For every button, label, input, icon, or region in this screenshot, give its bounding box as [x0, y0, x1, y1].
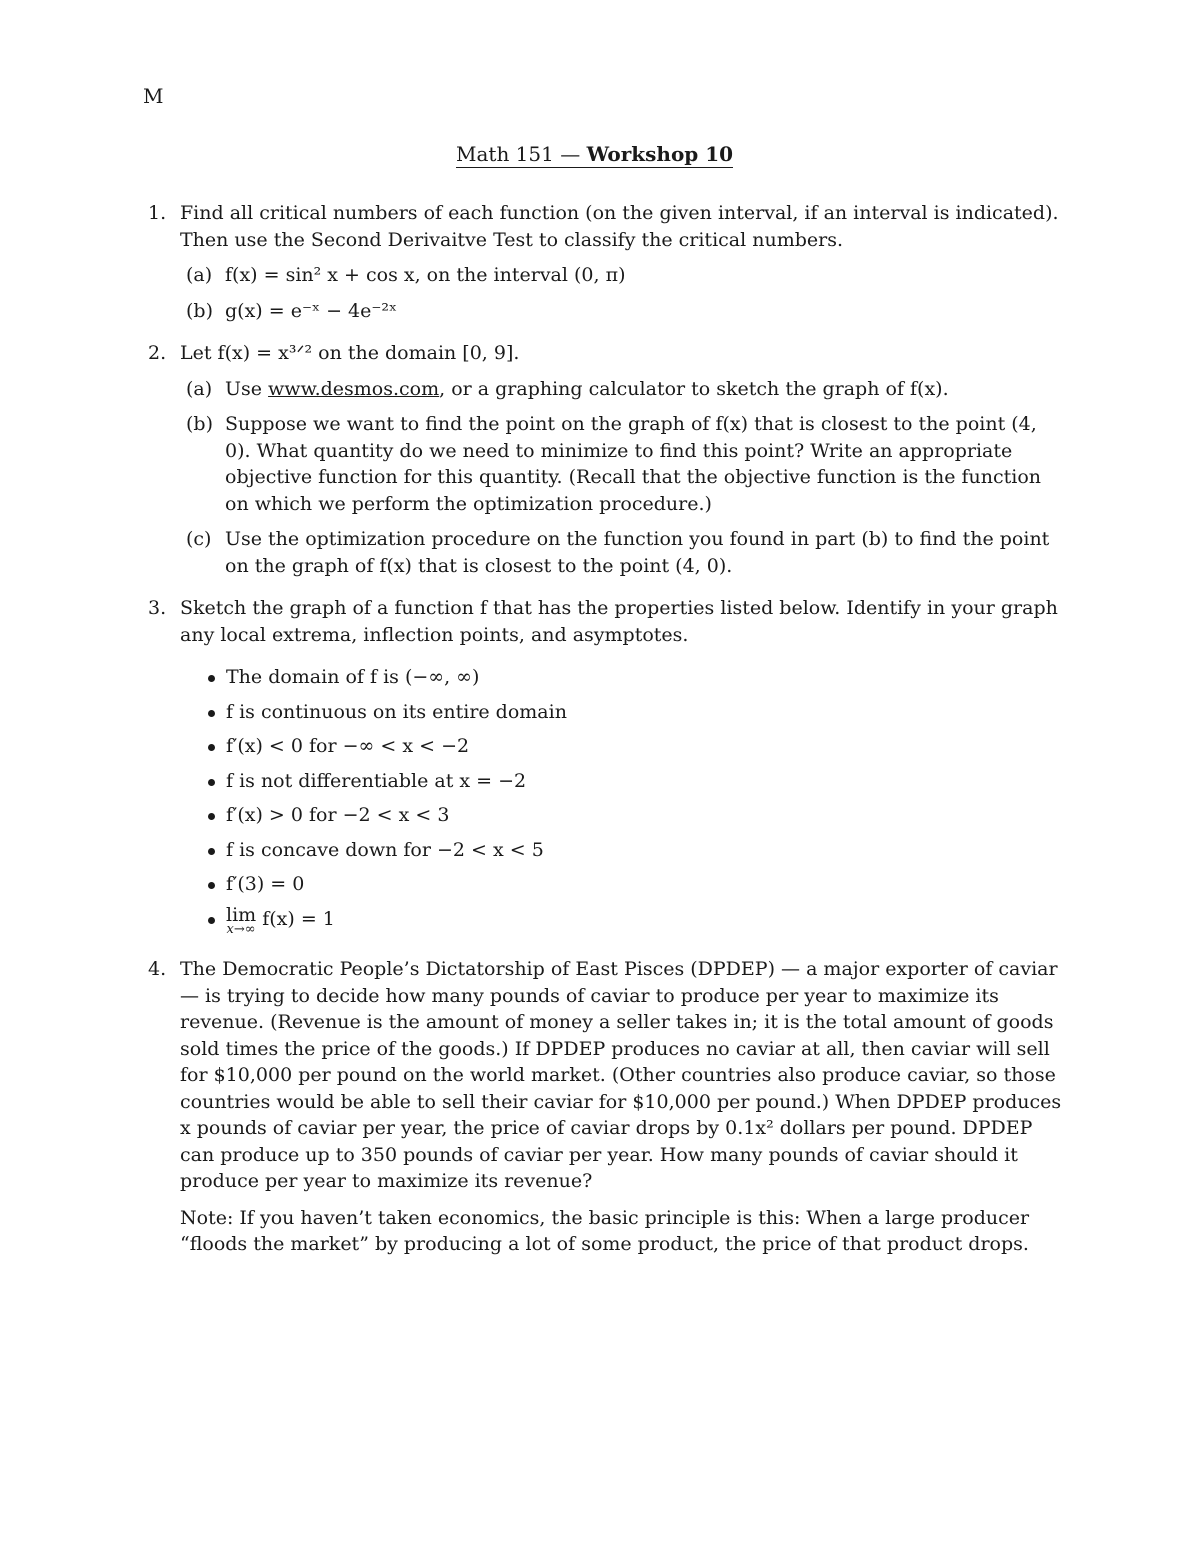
problem-number: 3.	[148, 597, 167, 619]
property-item	[202, 871, 1063, 906]
property-item	[202, 768, 1063, 803]
problem-intro: Find all critical numbers of each function (on the given interval, if an interval is indicated). Then use the Second Derivaitve Test to classify the critical numbers.	[180, 202, 1059, 251]
part-text-pre: Use	[225, 377, 269, 400]
part-label: (a)	[186, 264, 213, 286]
problem-part	[180, 376, 1063, 403]
property-item	[202, 664, 1063, 699]
bullet-icon	[208, 744, 215, 751]
problem-number: 1.	[148, 202, 167, 224]
property-list	[202, 664, 1063, 940]
page-title	[456, 142, 733, 168]
part-label: (b)	[186, 299, 213, 322]
property-text: f is not differentiable at x = −2	[226, 769, 527, 792]
title-dash: —	[553, 142, 587, 166]
bullet-icon	[208, 813, 215, 820]
bullet-icon	[208, 882, 215, 889]
property-text: f′(x) < 0 for −∞ < x < −2	[226, 735, 470, 757]
part-text: Suppose we want to find the point on the graph of f(x) that is closest to the point (4, 0). What quantity do we need to minimize to find this point? Write an appropriate objective function for this quantity. (Recall that the objective function is the function on which we perform the optimization procedure.)	[225, 413, 1042, 515]
problem-part	[180, 526, 1063, 579]
problem-part	[180, 411, 1063, 517]
part-text: Use the optimization procedure on the function you found in part (b) to find the point on the graph of f(x) that is closest to the point (4, 0).	[225, 528, 1050, 577]
desmos-link[interactable]: www.desmos.com	[268, 377, 440, 400]
problem-3	[148, 595, 1063, 940]
part-label: (c)	[186, 528, 212, 550]
problem-intro: Sketch the graph of a function f that has the properties listed below. Identify in your graph any local extrema, inflection points, and asymptotes.	[180, 597, 1058, 646]
part-label: (b)	[186, 413, 213, 435]
problem-number: 2.	[148, 342, 167, 364]
bullet-icon	[208, 848, 215, 855]
problem-2	[148, 340, 1063, 588]
property-item	[202, 699, 1063, 734]
title-workshop: Workshop 10	[586, 142, 734, 166]
property-item	[202, 802, 1063, 837]
problem-intro: The Democratic People’s Dictatorship of East Pisces (DPDEP) — a major exporter of caviar — is trying to decide how many pounds of caviar to produce per year to maximize its revenue. (Revenue is the amount of money a seller takes in; it is the total amount of goods sold times the price of the goods.) If DPDEP produces no caviar at all, then caviar will sell for $10,000 per pound on the world market. (Other countries also produce caviar, so those countries would be able to sell their caviar for $10,000 per pound.) When DPDEP produces x pounds of caviar per year, the price of caviar drops by 0.1x² dollars per pound. DPDEP can produce up to 350 pounds of caviar per year. How many pounds of caviar should it produce per year to maximize its revenue?	[180, 958, 1062, 1192]
problem-number: 4.	[148, 958, 167, 980]
bullet-icon	[208, 917, 215, 924]
header-letter: M	[143, 84, 164, 108]
problem-intro: Let f(x) = x³ᐟ² on the domain [0, 9].	[180, 342, 520, 364]
limit-subscript: x→∞	[226, 921, 256, 937]
bullet-icon	[208, 779, 215, 786]
problem-4	[148, 956, 1063, 1258]
bullet-icon	[208, 710, 215, 717]
limit-operator	[226, 903, 257, 937]
property-text: f is concave down for −2 < x < 5	[226, 838, 544, 861]
problem-note: Note: If you haven’t taken economics, the basic principle is this: When a large producer “floods the market” by producing a lot of some product, the price of that product drops.	[180, 1206, 1030, 1255]
part-text: f(x) = sin² x + cos x, on the interval (0, π)	[225, 264, 626, 286]
property-text: The domain of f is (−∞, ∞)	[226, 666, 480, 688]
property-text: f is continuous on its entire domain	[226, 700, 567, 723]
part-text: g(x) = e⁻ˣ − 4e⁻²ˣ	[225, 299, 398, 322]
problem-part	[180, 298, 1063, 325]
part-text-post: , or a graphing calculator to sketch the graph of f(x).	[439, 377, 949, 400]
property-text: f′(3) = 0	[226, 873, 305, 895]
part-label: (a)	[186, 377, 213, 400]
title-course: Math 151	[456, 142, 554, 166]
bullet-icon	[208, 675, 215, 682]
problem-1	[148, 200, 1063, 333]
limit-expression: f(x) = 1	[262, 907, 335, 930]
property-item	[202, 733, 1063, 768]
property-item-limit	[202, 903, 1063, 941]
limit-op-text: lim	[226, 903, 257, 926]
problem-part	[180, 262, 1063, 289]
property-item	[202, 837, 1063, 872]
property-text: f′(x) > 0 for −2 < x < 3	[226, 804, 450, 826]
